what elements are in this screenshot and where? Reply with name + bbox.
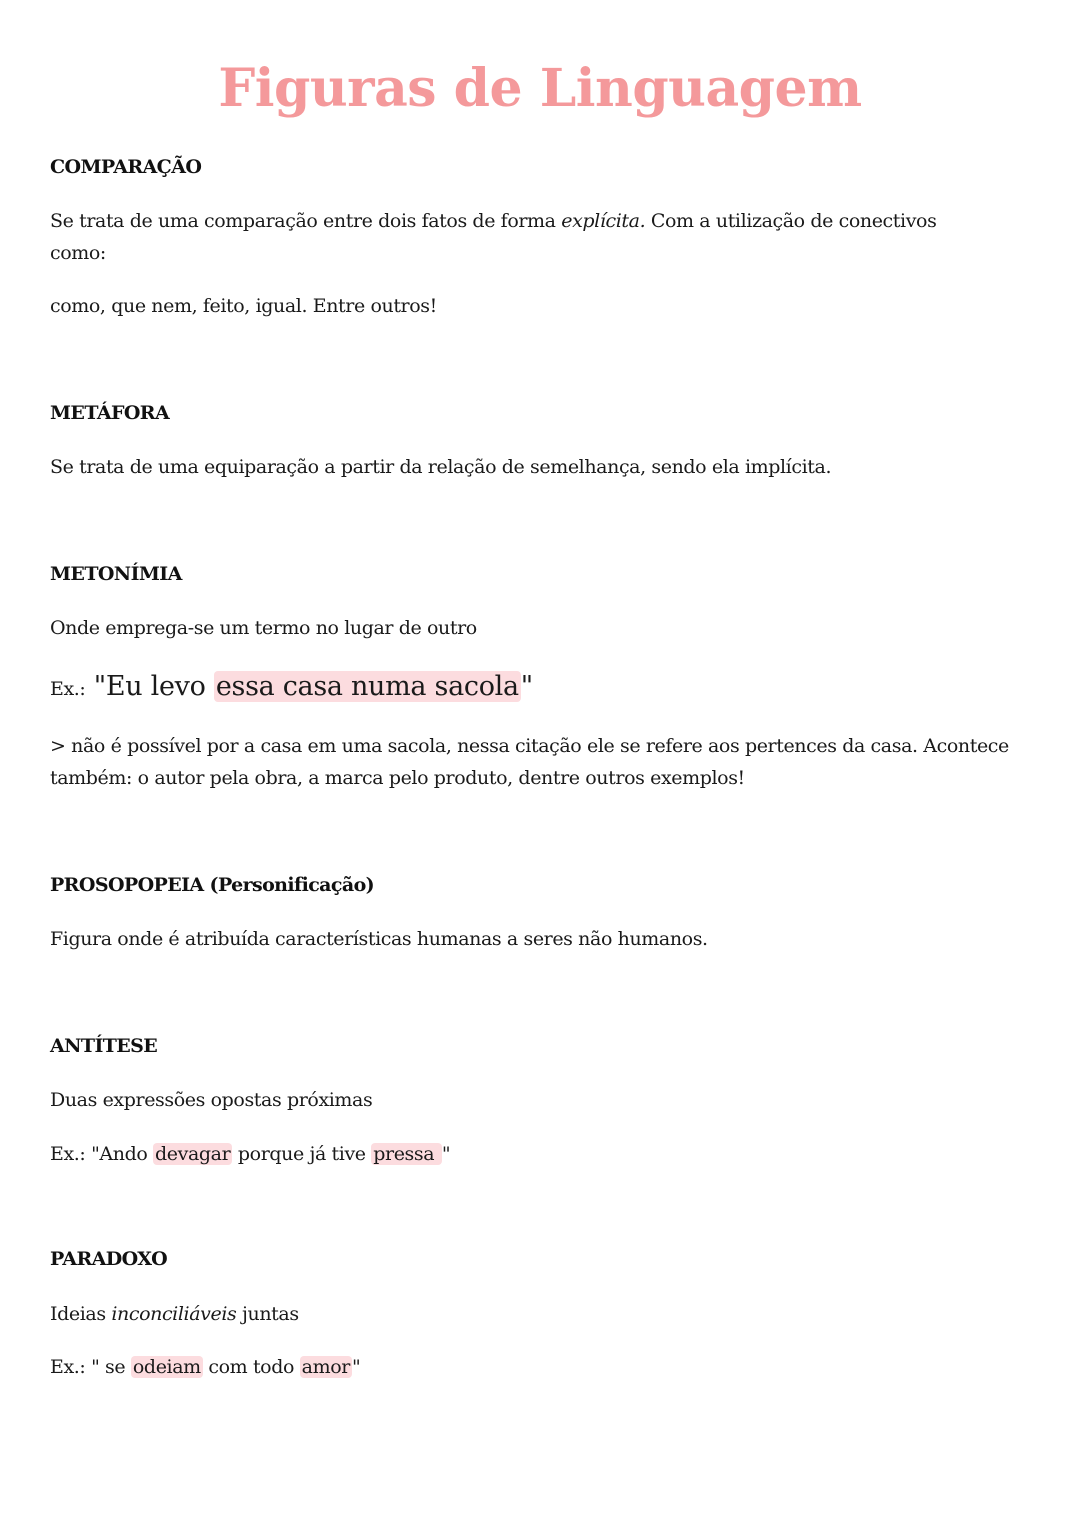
highlighted-text: odeiam [132, 1356, 201, 1378]
text: " [351, 1356, 361, 1378]
page-title: Figuras de Linguagem [218, 58, 862, 119]
metonimia-note: > não é possível por a casa em uma sacola, nessa citação ele se refere aos pertences da casa. Acontece também: o autor pela obra, a marca pelo produto, dentre outros exemplos! [50, 735, 1009, 789]
emphasis-text: inconciliáveis [111, 1303, 237, 1325]
prosopopeia-definition: Figura onde é atribuída características humanas a seres não humanos. [50, 928, 708, 950]
emphasis-text: explícita. [561, 210, 646, 232]
paradoxo-example [50, 1351, 1040, 1383]
paradoxo-definition [50, 1298, 1040, 1330]
text: Ex.: " se [50, 1356, 131, 1378]
text: porque já tive [232, 1143, 372, 1165]
text: Ex.: "Ando [50, 1143, 154, 1165]
antitese-definition: Duas expressões opostas próximas [50, 1089, 373, 1111]
example-label: Ex.: [50, 678, 86, 700]
text: " [520, 671, 533, 702]
comparacao-connectives: como, que nem, feito, igual. Entre outros! [50, 295, 437, 317]
heading-prosopopeia: PROSOPOPEIA (Personificação) [50, 874, 375, 896]
heading-comparacao: COMPARAÇÃO [50, 156, 202, 178]
text: "Eu levo [85, 671, 214, 702]
text: " [441, 1143, 451, 1165]
highlighted-text: essa casa numa sacola [215, 671, 519, 702]
antitese-example [50, 1138, 1040, 1170]
heading-metafora: METÁFORA [50, 402, 170, 424]
text: com todo [202, 1356, 300, 1378]
text: Com a utilização de conectivos como: [50, 210, 937, 264]
highlighted-text: pressa [373, 1143, 440, 1165]
text: juntas [236, 1303, 299, 1325]
heading-paradoxo: PARADOXO [50, 1248, 168, 1270]
metonimia-definition: Onde emprega-se um termo no lugar de outro [50, 617, 477, 639]
heading-metonimia: METONÍMIA [50, 563, 182, 585]
heading-antitese: ANTÍTESE [50, 1035, 158, 1057]
comparacao-definition [50, 205, 990, 269]
text: Ideias [50, 1303, 112, 1325]
metafora-definition: Se trata de uma equiparação a partir da relação de semelhança, sendo ela implícita. [50, 456, 832, 478]
text: Se trata de uma comparação entre dois fatos de forma [50, 210, 562, 232]
metonimia-example [50, 668, 1040, 708]
highlighted-text: devagar [155, 1143, 231, 1165]
highlighted-text: amor [301, 1356, 350, 1378]
